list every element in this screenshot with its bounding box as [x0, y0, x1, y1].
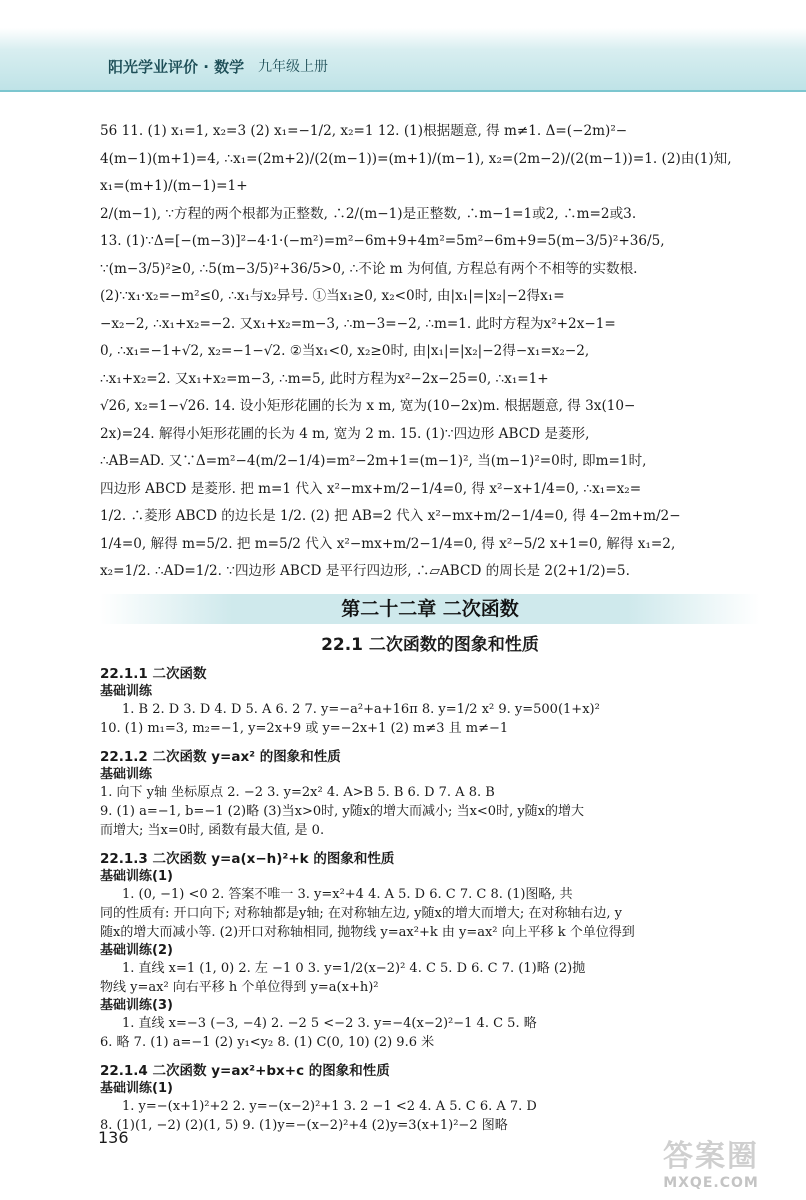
answer-line: 四边形 ABCD 是菱形. 把 m=1 代入 x²−mx+m/2−1/4=0, 得 x²−x+1/4=0, ∴x₁=x₂=	[100, 480, 642, 497]
subsection-title: 22.1.3 二次函数 y=a(x−h)²+k 的图象和性质	[100, 850, 395, 867]
page-number: 136	[98, 1128, 129, 1147]
exercise-group-label: 基础训练(1)	[100, 868, 173, 884]
answer-line: −x₂−2, ∴x₁+x₂=−2. 又x₁+x₂=m−3, ∴m−3=−2, ∴m=1. 此时方程为x²+2x−1=	[100, 315, 616, 332]
answer-line: 1. 直线 x=1 (1, 0) 2. 左 −1 0 3. y=1/2(x−2)² 4. C 5. D 6. C 7. (1)略 (2)抛	[122, 960, 586, 976]
answer-line: (2)∵x₁·x₂=−m²≤0, ∴x₁与x₂异号. ①当x₁≥0, x₂<0时, 由|x₁|=|x₂|−2得x₁=	[100, 288, 565, 304]
answer-line: x₂=1/2. ∴AD=1/2. ∵四边形 ABCD 是平行四边形, ∴▱ABCD 的周长是 2(2+1/2)=5.	[100, 563, 630, 579]
answer-line: 而增大; 当x=0时, 函数有最大值, 是 0.	[100, 822, 325, 838]
answer-line: 56 11. (1) x₁=1, x₂=3 (2) x₁=−1/2, x₂=1 12. (1)根据题意, 得 m≠1. Δ=(−2m)²−	[100, 123, 628, 139]
answer-line: 6. 略 7. (1) a=−1 (2) y₁<y₂ 8. (1) C(0, 10) (2) 9.6 米	[100, 1034, 435, 1050]
subsection-22-1-2	[100, 748, 760, 840]
site-watermark-logo	[636, 1130, 786, 1192]
page-content	[100, 118, 760, 1135]
answer-line: 9. (1) a=−1, b=−1 (2)略 (3)当x>0时, y随x的增大而减小; 当x<0时, y随x的增大	[100, 803, 585, 819]
header-divider	[0, 90, 806, 92]
answer-line: 1. y=−(x+1)²+2 2. y=−(x−2)²+1 3. 2 −1 <2 4. A 5. C 6. A 7. D	[122, 1098, 537, 1114]
subsection-title: 22.1.2 二次函数 y=ax² 的图象和性质	[100, 748, 341, 765]
answer-line: ∴AB=AD. 又∵Δ=m²−4(m/2−1/4)=m²−2m+1=(m−1)², 当(m−1)²=0时, 即m=1时,	[100, 453, 647, 469]
subsection-22-1-3	[100, 850, 760, 1052]
subsection-title: 22.1.1 二次函数	[100, 665, 207, 682]
section-heading: 22.1 二次函数的图象和性质	[321, 634, 539, 655]
answer-line: 1. B 2. D 3. D 4. D 5. A 6. 2 7. y=−a²+a+16π 8. y=1/2 x² 9. y=500(1+x)²	[122, 701, 600, 717]
subsection-22-1-1	[100, 665, 760, 738]
book-title: 阳光学业评价 · 数学	[108, 58, 245, 76]
answer-line: 随x的增大而减小等. (2)开口对称轴相同, 抛物线 y=ax²+k 由 y=ax² 向上平移 k 个单位得到	[100, 924, 635, 940]
answer-line: 2/(m−1), ∵方程的两个根都为正整数, ∴2/(m−1)是正整数, ∴m−1=1或2, ∴m=2或3.	[100, 205, 637, 222]
answer-line: 同的性质有: 开口向下; 对称轴都是y轴; 在对称轴左边, y随x的增大而增大; 在对称轴右边, y	[100, 905, 622, 921]
answer-line: 8. (1)(1, −2) (2)(1, 5) 9. (1)y=−(x−2)²+4 (2)y=3(x+1)²−2 图略	[100, 1117, 508, 1133]
answer-line: √26, x₂=1−√26. 14. 设小矩形花圃的长为 x m, 宽为(10−2x)m. 根据题意, 得 3x(10−	[100, 398, 636, 414]
exercise-group-label: 基础训练	[100, 766, 153, 782]
chapter-heading: 第二十二章 二次函数	[100, 594, 760, 624]
exercise-group-label: 基础训练	[100, 683, 153, 699]
subsection-title: 22.1.4 二次函数 y=ax²+bx+c 的图象和性质	[100, 1062, 390, 1079]
answers-top-block	[100, 118, 760, 586]
answer-line: ∴x₁+x₂=2. 又x₁+x₂=m−3, ∴m=5, 此时方程为x²−2x−25=0, ∴x₁=1+	[100, 370, 549, 387]
answer-line: 10. (1) m₁=3, m₂=−1, y=2x+9 或 y=−2x+1 (2) m≠3 且 m≠−1	[100, 720, 509, 736]
answer-line: 1/4=0, 解得 m=5/2. 把 m=5/2 代入 x²−mx+m/2−1/4=0, 得 x²−5/2 x+1=0, 解得 x₁=2,	[100, 535, 676, 552]
answer-line: 0, ∴x₁=−1+√2, x₂=−1−√2. ②当x₁<0, x₂≥0时, 由|x₁|=|x₂|−2得−x₁=x₂−2,	[100, 343, 590, 359]
watermark-url: MXQE.COM	[663, 1175, 759, 1191]
subsection-22-1-4	[100, 1062, 760, 1135]
answer-line: 2x)=24. 解得小矩形花圃的长为 4 m, 宽为 2 m. 15. (1)∵四边形 ABCD 是菱形,	[100, 425, 590, 442]
answer-line: 物线 y=ax² 向右平移 h 个单位得到 y=a(x+h)²	[100, 979, 379, 995]
answer-line: 1. 向下 y轴 坐标原点 2. −2 3. y=2x² 4. A>B 5. B 6. D 7. A 8. B	[100, 784, 495, 800]
answer-line: 1/2. ∴菱形 ABCD 的边长是 1/2. (2) 把 AB=2 代入 x²−mx+m/2−1/4=0, 得 4−2m+m/2−	[100, 508, 681, 524]
book-grade: 九年级上册	[258, 59, 328, 75]
answer-line: 13. (1)∵Δ=[−(m−3)]²−4·1·(−m²)=m²−6m+9+4m²=5m²−6m+9=5(m−3/5)²+36/5,	[100, 233, 665, 249]
exercise-group-label: 基础训练(2)	[100, 942, 173, 958]
answer-line: 1. (0, −1) <0 2. 答案不唯一 3. y=x²+4 4. A 5. D 6. C 7. C 8. (1)图略, 共	[122, 886, 573, 902]
exercise-group-label: 基础训练(1)	[100, 1080, 173, 1096]
answer-line: ∵(m−3/5)²≥0, ∴5(m−3/5)²+36/5>0, ∴不论 m 为何值, 方程总有两个不相等的实数根.	[100, 260, 638, 277]
exercise-group-label: 基础训练(3)	[100, 997, 173, 1013]
answer-line: 4(m−1)(m+1)=4, ∴x₁=(2m+2)/(2(m−1))=(m+1)/(m−1), x₂=(2m−2)/(2(m−1))=1. (2)由(1)知, x₁=(m+1)/(m−1)=1+	[100, 150, 732, 194]
watermark-logo-text: 答案圈	[663, 1139, 759, 1174]
answer-line: 1. 直线 x=−3 (−3, −4) 2. −2 5 <−2 3. y=−4(x−2)²−1 4. C 5. 略	[122, 1015, 537, 1031]
